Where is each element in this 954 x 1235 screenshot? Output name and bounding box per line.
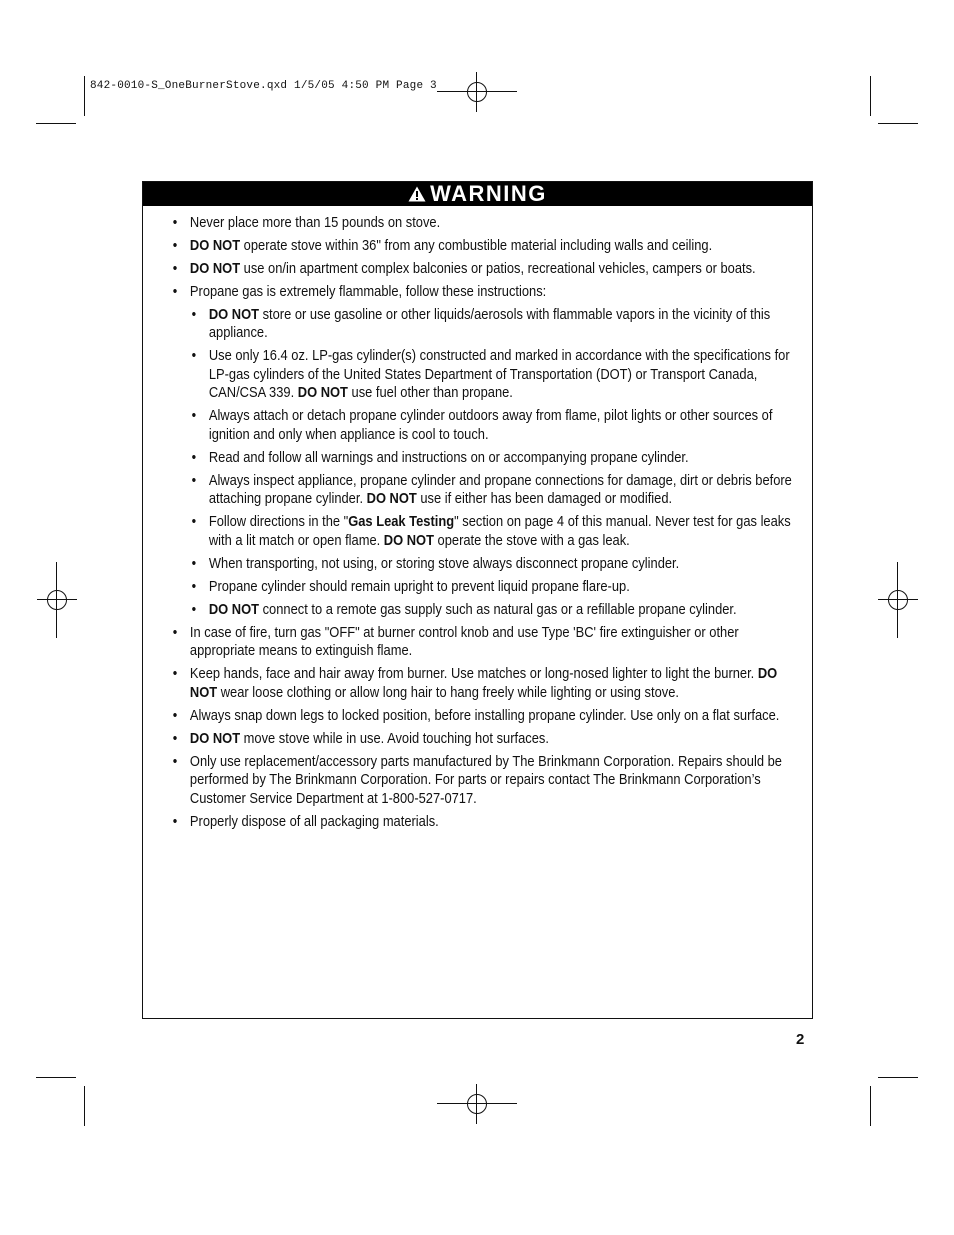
warning-title: WARNING (430, 181, 547, 206)
item-text: use if either has been damaged or modified. (416, 490, 673, 507)
registration-mark-left (37, 580, 77, 620)
crop-mark (84, 76, 85, 116)
item-text: Follow directions in the " (208, 513, 349, 530)
warning-sublist (190, 306, 792, 620)
emphasis-text: DO NOT (189, 237, 241, 254)
warning-item (171, 753, 792, 809)
emphasis-text: DO NOT (383, 531, 434, 549)
warning-item (171, 707, 792, 726)
warning-item (171, 813, 792, 832)
crop-mark (36, 123, 76, 124)
emphasis-text: DO NOT (366, 490, 417, 507)
warning-item (190, 306, 792, 343)
item-text: Use only 16.4 oz. LP-gas cylinder(s) constructed and marked in accordance with the specifications for LP-gas cylinders of the United States Department of Transportation (DOT) or Transport Canada, CAN/CSA 339. (208, 347, 790, 401)
item-text: Always attach or detach propane cylinder outdoors away from flame, pilot lights or other sources of ignition and only when appliance is cool to touch. (208, 407, 773, 443)
warning-item (190, 449, 792, 468)
warning-item (171, 665, 792, 702)
emphasis-text: DO NOT (297, 384, 348, 401)
item-text: Only use replacement/accessory parts manufactured by The Brinkmann Corporation. Repairs should be performed by The Brinkmann Corporation. For parts or repairs contact The Brinkmann Corporation’s Customer Service Department at 1-800-527-0717. (189, 752, 782, 807)
item-text: connect to a remote gas supply such as natural gas or a refillable propane cylinder. (259, 600, 737, 618)
warning-triangle-icon (408, 186, 426, 202)
item-text: Propane gas is extremely flammable, follow these instructions: (189, 283, 547, 300)
item-text: Keep hands, face and hair away from burner. Use matches or long-nosed lighter to light the burner. (189, 665, 758, 682)
warning-header (143, 182, 812, 206)
item-text: use fuel other than propane. (347, 384, 513, 401)
emphasis-text: DO NOT (208, 600, 260, 618)
item-text: use on/in apartment complex balconies or patios, recreational vehicles, campers or boats. (240, 260, 756, 277)
item-text: Always inspect appliance, propane cylinder and propane connections for damage, dirt or debris before attaching propane cylinder. (208, 471, 792, 507)
crop-mark (36, 1077, 76, 1078)
item-text: When transporting, not using, or storing stove always disconnect propane cylinder. (208, 554, 680, 572)
item-text: In case of fire, turn gas "OFF" at burner control knob and use Type 'BC' fire extinguisher or other appropriate means to extinguish flame. (189, 623, 739, 659)
warning-item (190, 347, 792, 403)
item-text: store or use gasoline or other liquids/aerosols with flammable vapors in the vicinity of this appliance. (208, 305, 771, 341)
warning-item (171, 214, 792, 233)
warning-item (171, 624, 792, 661)
warning-item (190, 407, 792, 444)
item-text: Read and follow all warnings and instructions on or accompanying propane cylinder. (208, 448, 689, 466)
warning-item (190, 578, 792, 597)
item-text: wear loose clothing or allow long hair to hang freely while lighting or using stove. (217, 683, 679, 701)
item-text: Never place more than 15 pounds on stove. (189, 214, 441, 231)
warning-item (171, 260, 792, 279)
emphasis-text: DO NOT (208, 305, 260, 323)
warning-item (190, 555, 792, 574)
registration-mark-bottom (457, 1084, 497, 1124)
print-slug: 842-0010-S_OneBurnerStove.qxd 1/5/05 4:50 PM Page 3 (90, 80, 437, 92)
emphasis-text: DO NOT (189, 260, 241, 277)
item-text: operate stove within 36" from any combustible material including walls and ceiling. (240, 237, 713, 254)
item-text: move stove while in use. Avoid touching hot surfaces. (240, 729, 549, 747)
warning-item (171, 237, 792, 256)
warning-item (171, 730, 792, 749)
warning-box (142, 181, 813, 1019)
crop-mark (878, 123, 918, 124)
warning-item (190, 472, 792, 509)
emphasis-text: DO NOT (189, 665, 778, 701)
crop-mark (878, 1077, 918, 1078)
item-text: operate the stove with a gas leak. (433, 531, 630, 549)
item-text: Properly dispose of all packaging materials. (189, 812, 439, 830)
item-text: " section on page 4 of this manual. Never test for gas leaks with a lit match or open flame. (208, 513, 791, 549)
crop-mark (870, 76, 871, 116)
registration-mark-right (878, 580, 918, 620)
item-text: Propane cylinder should remain upright to prevent liquid propane flare-up. (208, 577, 630, 595)
emphasis-text: DO NOT (189, 729, 241, 747)
warning-item (190, 513, 792, 550)
warning-item (171, 283, 792, 619)
emphasis-text: Gas Leak Testing (348, 513, 455, 530)
page-number: 2 (796, 1031, 805, 1048)
warning-item (190, 601, 792, 620)
item-text: Always snap down legs to locked position, before installing propane cylinder. Use only on a flat surface. (189, 706, 780, 724)
registration-mark-top (457, 72, 497, 112)
warning-list (171, 214, 792, 836)
crop-mark (870, 1086, 871, 1126)
crop-mark (84, 1086, 85, 1126)
